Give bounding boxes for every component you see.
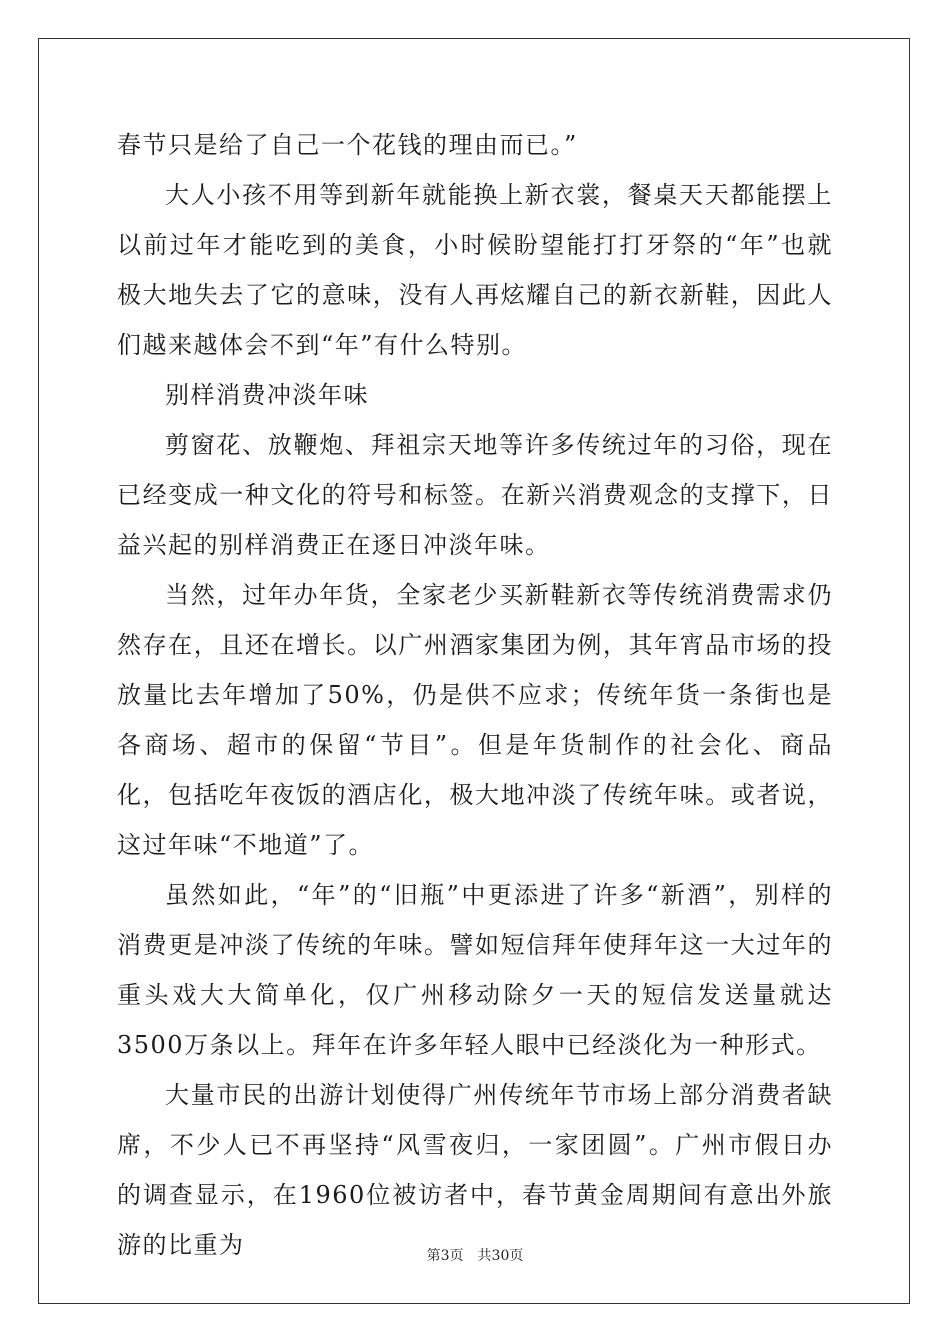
paragraph-4: 当然，过年办年货，全家老少买新鞋新衣等传统消费需求仍然存在，且还在增长。以广州酒家集团为例，其年宵品市场的投放量比去年增加了50%，仍是供不应求；传统年货一条街也是各商场、超市的保留“节目”。但是年货制作的社会化、商品化，包括吃年夜饭的酒店化，极大地冲淡了传统年味。或者说，这过年味“不地道”了。 (117, 581, 833, 859)
paragraph-1: 春节只是给了自己一个花钱的理由而已。” (117, 131, 578, 159)
paragraph-3: 剪窗花、放鞭炮、拜祖宗天地等许多传统过年的习俗，现在已经变成一种文化的符号和标签。在新兴消费观念的支撑下，日益兴起的别样消费正在逐日冲淡年味。 (117, 431, 833, 559)
paragraph-5: 虽然如此，“年”的“旧瓶”中更添进了许多“新酒”，别样的消费更是冲淡了传统的年味。譬如短信拜年使拜年这一大过年的重头戏大大简单化，仅广州移动除夕一天的短信发送量就达3500万条以上。拜年在许多年轻人眼中已经淡化为一种形式。 (117, 881, 833, 1059)
paragraph-6: 大量市民的出游计划使得广州传统年节市场上部分消费者缺席，不少人已不再坚持“风雪夜归，一家团圆”。广州市假日办的调查显示，在1960位被访者中，春节黄金周期间有意出外旅游的比重为 (117, 1081, 833, 1259)
paragraph-2: 大人小孩不用等到新年就能换上新衣裳，餐桌天天都能摆上以前过年才能吃到的美食，小时候盼望能打打牙祭的“年”也就极大地失去了它的意味，没有人再炫耀自己的新衣新鞋，因此人们越来越体会不到“年”有什么特别。 (117, 181, 833, 359)
document-body (117, 120, 833, 1270)
page-number-footer: 第3页 共30页 (426, 1248, 524, 1264)
section-heading: 别样消费冲淡年味 (165, 381, 369, 409)
